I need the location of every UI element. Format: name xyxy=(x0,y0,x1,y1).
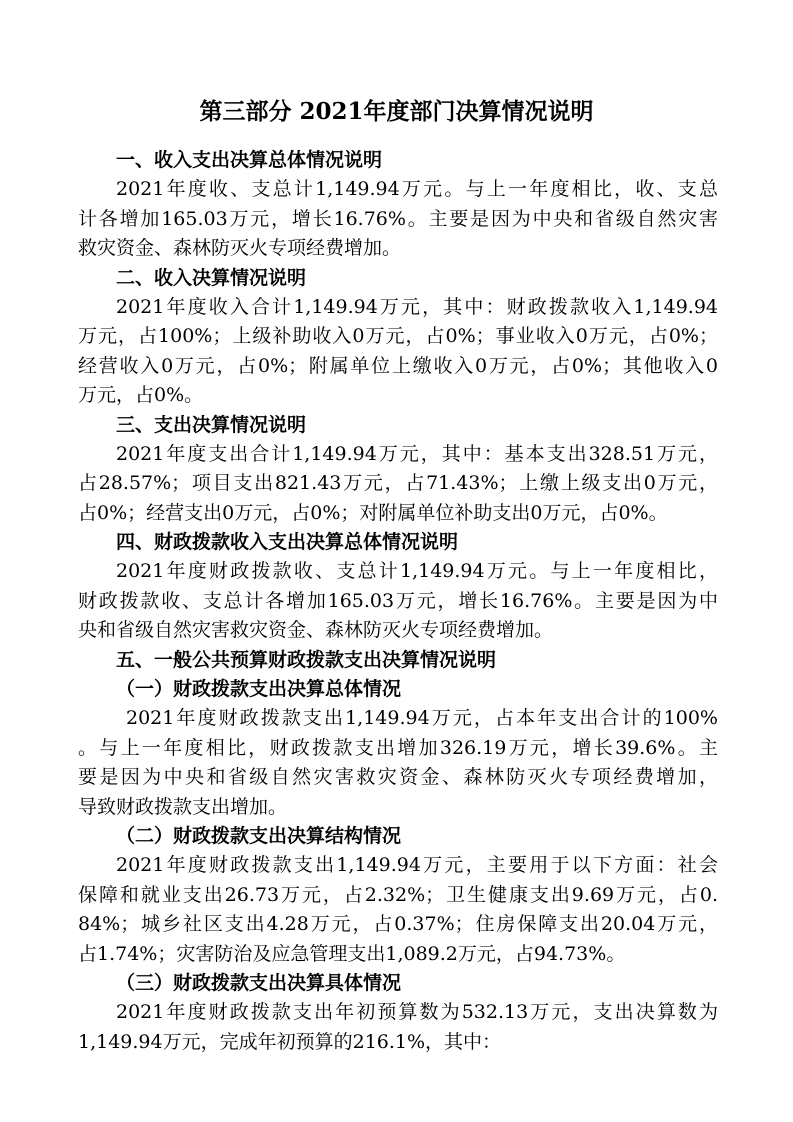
section-expenditure-details xyxy=(78,411,718,529)
paragraph-line: 。与上一年度相比，财政拨款支出增加326.19万元，增长39.6%。主 xyxy=(78,736,718,759)
paragraph-line: 保障和就业支出26.73万元，占2.32%；卫生健康支出9.69万元，占0. xyxy=(78,883,718,906)
paragraph-line: 经营收入0万元，占0%；附属单位上缴收入0万元，占0%；其他收入0 xyxy=(78,354,718,377)
paragraph-line: 万元，占0%。 xyxy=(78,384,204,407)
section-heading: 一、收入支出决算总体情况说明 xyxy=(116,149,383,171)
paragraph-line: 84%；城乡社区支出4.28万元，占0.37%；住房保障支出20.04万元， xyxy=(78,913,718,936)
section-fiscal-allocation-overview xyxy=(78,528,718,646)
section-heading: 三、支出决算情况说明 xyxy=(116,413,307,436)
paragraph-line: 财政拨款收、支总计各增加165.03万元，增长16.76%。主要是因为中 xyxy=(78,589,718,612)
paragraph-line: 2021年度财政拨款支出1,149.94万元，占本年支出合计的100% xyxy=(126,707,718,730)
subsection-heading: （二）财政拨款支出决算结构情况 xyxy=(116,824,402,847)
paragraph-line: 占28.57%；项目支出821.43万元，占71.43%；上缴上级支出0万元， xyxy=(78,472,718,495)
paragraph-line: 央和省级自然灾害救灾资金、森林防灭火专项经费增加。 xyxy=(78,619,554,642)
section-general-budget-expenditure xyxy=(78,646,718,675)
section-heading: 二、收入决算情况说明 xyxy=(116,266,307,289)
subsection-expenditure-overall xyxy=(78,675,718,822)
paragraph-line: 救灾资金、森林防灭火专项经费增加。 xyxy=(78,237,402,260)
paragraph-line: 计各增加165.03万元，增长16.76%。主要是因为中央和省级自然灾害 xyxy=(78,207,718,230)
section-heading: 五、一般公共预算财政拨款支出决算情况说明 xyxy=(116,648,497,671)
section-income-details xyxy=(78,264,718,411)
paragraph-line: 要是因为中央和省级自然灾害救灾资金、森林防灭火专项经费增加， xyxy=(78,766,718,789)
subsection-heading: （三）财政拨款支出决算具体情况 xyxy=(116,971,402,994)
paragraph-line: 2021年度财政拨款支出1,149.94万元，主要用于以下方面：社会 xyxy=(116,854,718,877)
paragraph-line: 1,149.94万元，完成年初预算的216.1%，其中： xyxy=(78,1030,502,1053)
section-heading: 四、财政拨款收入支出决算总体情况说明 xyxy=(116,531,459,554)
paragraph-line: 占0%；经营支出0万元，占0%；对附属单位补助支出0万元，占0%。 xyxy=(78,501,668,524)
paragraph-line: 占1.74%；灾害防治及应急管理支出1,089.2万元，占94.73%。 xyxy=(78,942,626,965)
paragraph-line: 2021年度收入合计1,149.94万元，其中：财政拨款收入1,149.94 xyxy=(116,295,718,318)
subsection-heading: （一）财政拨款支出决算总体情况 xyxy=(116,678,402,701)
paragraph-line: 万元，占100%；上级补助收入0万元，占0%；事业收入0万元，占0%； xyxy=(78,325,718,348)
paragraph-line: 2021年度支出合计1,149.94万元，其中：基本支出328.51万元， xyxy=(116,442,718,465)
subsection-expenditure-structure xyxy=(78,822,718,969)
section-income-expenditure-overview xyxy=(78,146,718,264)
document-body xyxy=(78,146,718,1057)
subsection-expenditure-specifics xyxy=(78,969,718,1057)
paragraph-line: 导致财政拨款支出增加。 xyxy=(78,795,288,818)
page-title: 第三部分 2021年度部门决算情况说明 xyxy=(199,98,594,125)
paragraph-line: 2021年度财政拨款支出年初预算数为532.13万元，支出决算数为 xyxy=(116,1001,718,1024)
paragraph-line: 2021年度财政拨款收、支总计1,149.94万元。与上一年度相比， xyxy=(116,560,718,583)
paragraph-line: 2021年度收、支总计1,149.94万元。与上一年度相比，收、支总 xyxy=(116,178,718,201)
